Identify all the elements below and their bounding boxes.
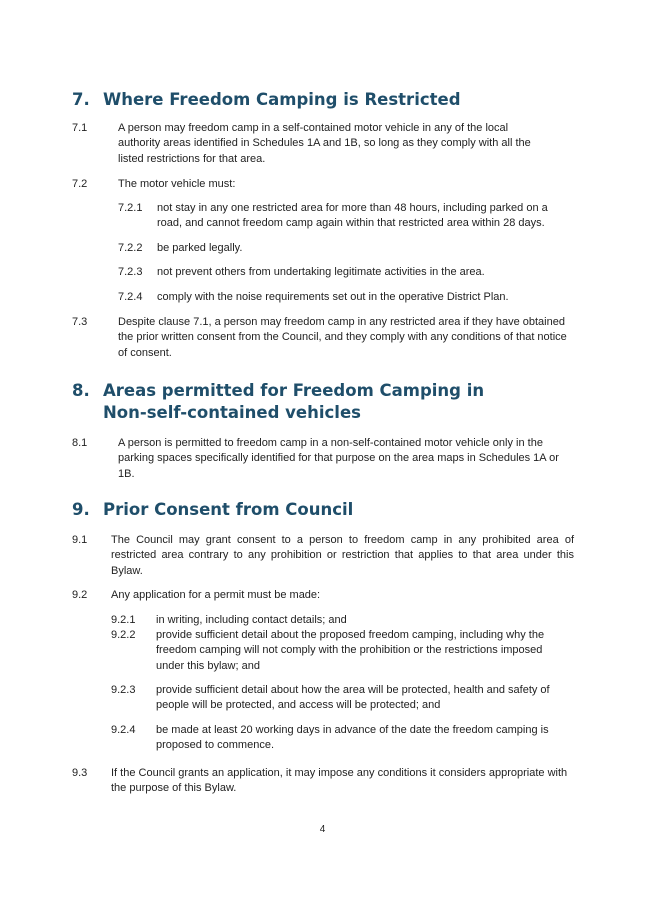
clause-7-2-4 <box>118 290 570 305</box>
clause-text: A person may freedom camp in a self-contained motor vehicle in any of the local authority areas identified in Schedules 1A and 1B, so long as they comply with all the listed restrictions for that area. <box>118 122 531 165</box>
clause-number: 7.1 <box>72 122 88 134</box>
clause-9-3 <box>72 766 578 797</box>
clause-number: 9.2.1 <box>111 614 136 626</box>
clause-9-1 <box>72 533 574 579</box>
clause-text: comply with the noise requirements set out in the operative District Plan. <box>157 291 509 303</box>
clause-number: 7.2.1 <box>118 202 143 214</box>
section-number: 8. <box>72 381 90 400</box>
clause-text: provide sufficient detail about how the area will be protected, health and safety of people will be protected, and access will be protected; and <box>156 684 550 712</box>
page-number: 4 <box>319 824 326 835</box>
clause-text: The motor vehicle must: <box>118 178 236 190</box>
clause-text: provide sufficient detail about the proposed freedom camping, including why the freedom camping will not comply with the prohibition or the restrictions imposed under this bylaw; and <box>156 629 545 672</box>
clause-7-1 <box>72 121 552 167</box>
clause-text: The Council may grant consent to a person to freedom camp in any prohibited area of restricted area contrary to any prohibition or restriction that applies to that area under this Bylaw. <box>111 534 574 577</box>
clause-text: Despite clause 7.1, a person may freedom camp in any restricted area if they have obtained the prior written consent from the Council, and they comply with any conditions of that notice of consent. <box>118 316 567 359</box>
section-number: 9. <box>72 500 90 519</box>
clause-9-2 <box>72 588 574 603</box>
clause-text: If the Council grants an application, it may impose any conditions it considers appropriate with the purpose of this Bylaw. <box>111 767 568 795</box>
section-title: Prior Consent from Council <box>103 500 354 519</box>
clause-number: 8.1 <box>72 437 88 449</box>
clause-8-1 <box>72 436 578 482</box>
clause-7-2 <box>72 177 552 192</box>
clause-text: be made at least 20 working days in advance of the date the freedom camping is proposed to commence. <box>156 724 549 752</box>
clause-7-3 <box>72 315 578 361</box>
clause-text: not stay in any one restricted area for more than 48 hours, including parked on a road, and cannot freedom camp again within that restricted area within 28 days. <box>157 202 548 230</box>
section-heading-7 <box>72 89 592 111</box>
clause-number: 7.2.3 <box>118 266 143 278</box>
clause-number: 9.1 <box>72 534 88 546</box>
clause-9-2-4 <box>111 723 573 754</box>
clause-7-2-1 <box>118 201 570 232</box>
clause-text: Any application for a permit must be made: <box>111 589 321 601</box>
section-number: 7. <box>72 90 90 109</box>
section-title: Areas permitted for Freedom Camping in Non-self-contained vehicles <box>103 381 485 422</box>
clause-number: 7.2.4 <box>118 291 143 303</box>
clause-number: 7.3 <box>72 316 88 328</box>
clause-number: 9.2.3 <box>111 684 136 696</box>
clause-number: 9.3 <box>72 767 88 779</box>
clause-number: 9.2 <box>72 589 88 601</box>
clause-9-2-1 <box>111 613 573 628</box>
clause-number: 7.2.2 <box>118 242 143 254</box>
section-title: Where Freedom Camping is Restricted <box>103 90 461 109</box>
section-heading-9 <box>72 499 592 521</box>
clause-number: 7.2 <box>72 178 88 190</box>
clause-text: A person is permitted to freedom camp in a non-self-contained motor vehicle only in the parking spaces specifically identified for that purpose on the area maps in Schedules 1A or 1B. <box>118 437 559 480</box>
section-heading-8 <box>72 380 532 424</box>
clause-text: in writing, including contact details; and <box>156 614 347 626</box>
clause-7-2-2 <box>118 241 570 256</box>
clause-number: 9.2.2 <box>111 629 136 641</box>
clause-9-2-2 <box>111 628 573 674</box>
clause-7-2-3 <box>118 265 570 280</box>
clause-text: be parked legally. <box>157 242 243 254</box>
clause-number: 9.2.4 <box>111 724 136 736</box>
clause-text: not prevent others from undertaking legitimate activities in the area. <box>157 266 485 278</box>
clause-9-2-3 <box>111 683 573 714</box>
